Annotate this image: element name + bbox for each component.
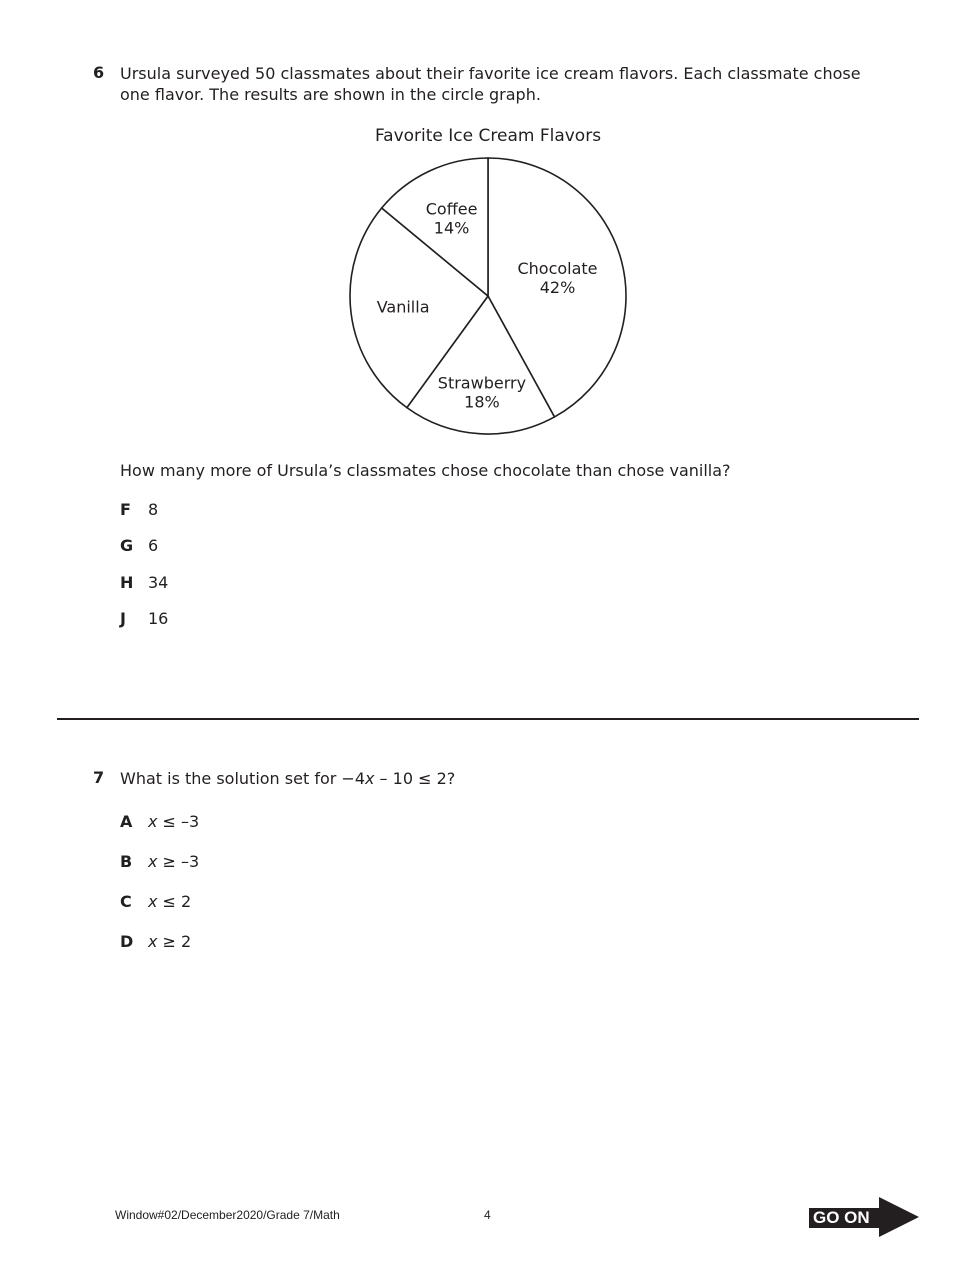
option-d-letter: D [120, 932, 134, 951]
question-6-text-line1: Ursula surveyed 50 classmates about their favorite ice cream flavors. Each classmate chose [120, 64, 861, 83]
option-d-value [148, 932, 191, 951]
option-b-letter: B [120, 852, 133, 871]
option-b-var: x [148, 852, 158, 871]
option-a-var: x [148, 812, 158, 831]
question-6-text-line2: one flavor. The results are shown in the circle graph. [120, 85, 541, 104]
pie-value-strawberry: 18% [464, 392, 500, 412]
option-a-rest: ≤ –3 [157, 812, 200, 831]
pie-label-strawberry: Strawberry [437, 373, 527, 393]
question-7-text-post: – 10 ≤ 2? [374, 769, 456, 788]
question-6-prompt: How many more of Ursula’s classmates chose chocolate than chose vanilla? [120, 461, 731, 480]
option-c-letter: C [120, 892, 132, 911]
option-b-rest: ≥ –3 [157, 852, 200, 871]
option-h-letter: H [120, 573, 134, 592]
go-on-arrow [809, 1197, 921, 1239]
option-j-value: 16 [148, 609, 169, 628]
option-c-var: x [148, 892, 158, 911]
question-6-number: 6 [93, 63, 105, 82]
option-a-value [148, 812, 199, 831]
option-c-value [148, 892, 191, 911]
go-on-label: GO ON [813, 1208, 870, 1227]
pie-value-coffee: 14% [433, 218, 470, 238]
question-7-text-pre: What is the solution set for −4 [120, 769, 365, 788]
chart-title: Favorite Ice Cream Flavors [374, 126, 602, 146]
question-7-number: 7 [93, 768, 105, 787]
footer-id: Window#02/December2020/Grade 7/Math [115, 1208, 340, 1222]
option-f-value: 8 [148, 500, 159, 519]
question-7-text [120, 768, 455, 789]
option-a-letter: A [120, 812, 133, 831]
pie-value-chocolate: 42% [539, 278, 576, 298]
arrow-right-icon [879, 1197, 919, 1237]
section-divider [57, 718, 919, 720]
page-number: 4 [484, 1208, 491, 1222]
option-d-rest: ≥ 2 [157, 932, 192, 951]
option-h-value: 34 [148, 573, 169, 592]
pie-label-coffee: Coffee [425, 199, 478, 219]
question-7-text-var: x [365, 769, 375, 788]
option-g-letter: G [120, 536, 134, 555]
pie-label-vanilla: Vanilla [376, 297, 430, 317]
option-g-value: 6 [148, 536, 159, 555]
option-j-letter: J [120, 609, 126, 628]
option-b-value [148, 852, 199, 871]
option-f-letter: F [120, 500, 131, 519]
option-d-var: x [148, 932, 158, 951]
option-c-rest: ≤ 2 [157, 892, 192, 911]
pie-label-chocolate: Chocolate [517, 259, 598, 279]
